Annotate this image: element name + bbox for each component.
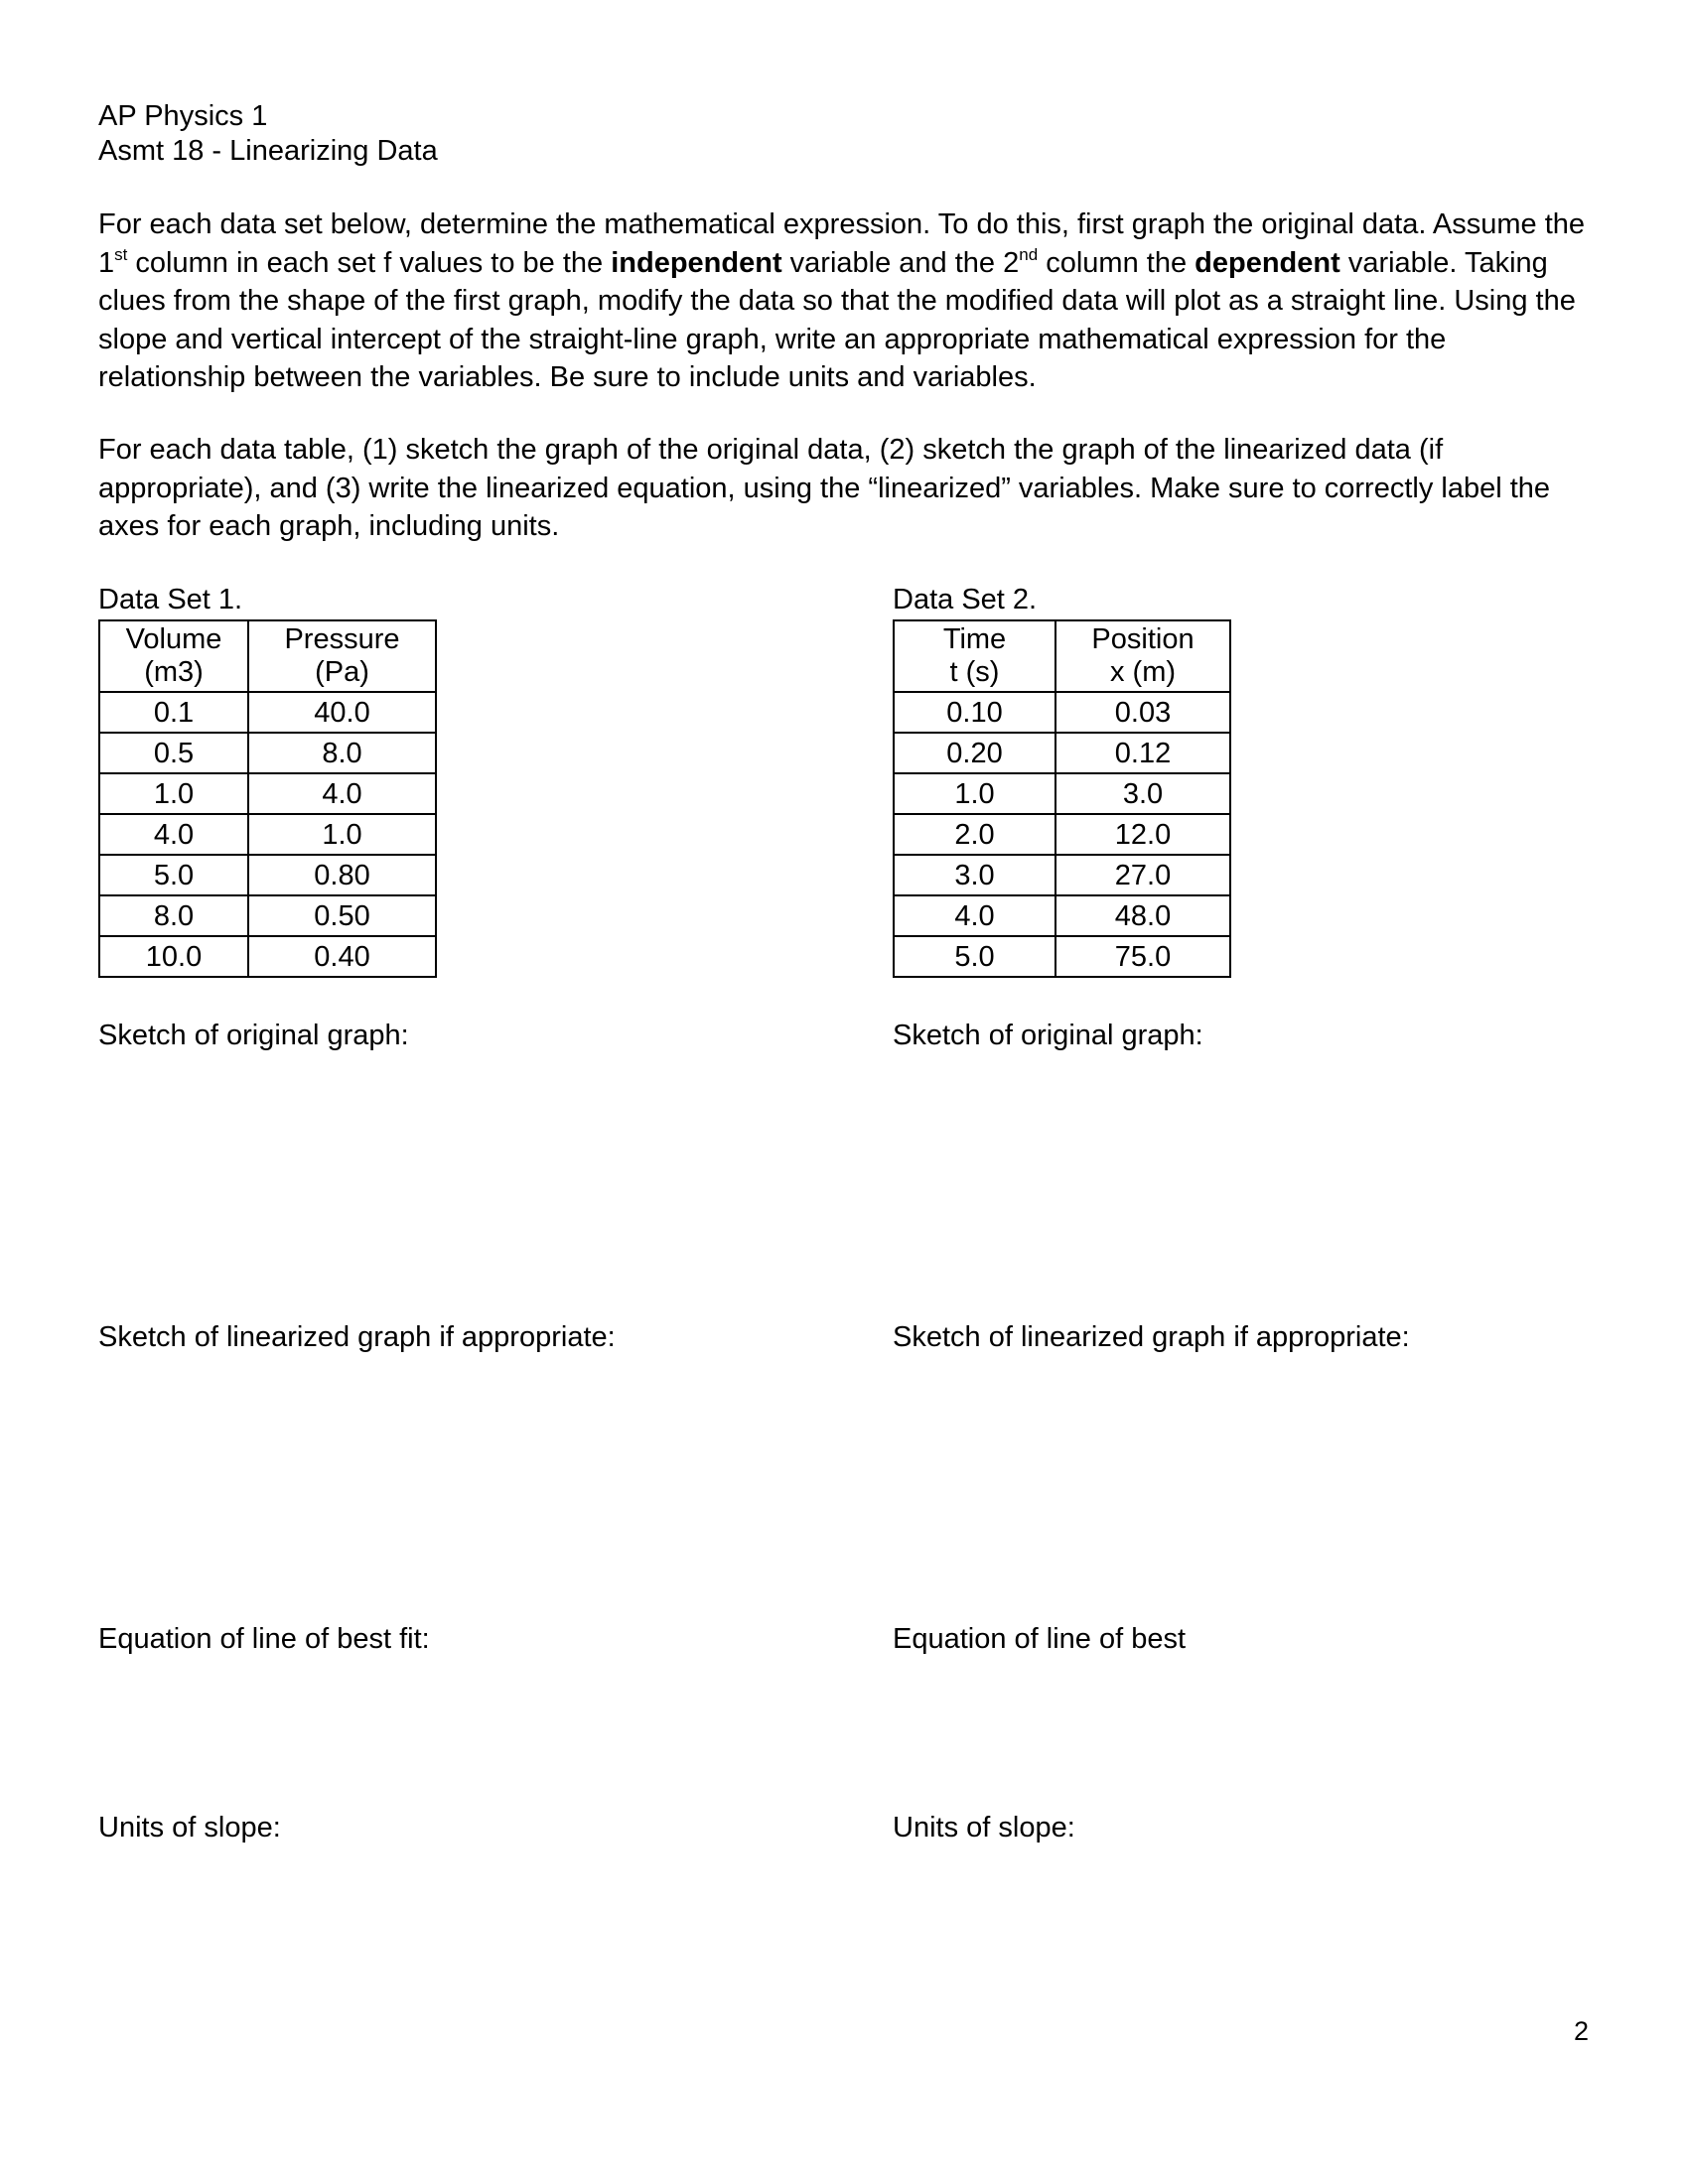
table-row xyxy=(99,814,436,855)
table-row xyxy=(99,855,436,895)
set-2-linearized-graph-label: Sketch of linearized graph if appropriate: xyxy=(893,1321,1410,1353)
set-1-linearized-graph-label: Sketch of linearized graph if appropriate: xyxy=(98,1321,616,1353)
cell-time: 2.0 xyxy=(894,814,1055,855)
table-row xyxy=(894,855,1230,895)
instructions-paragraph-2: For each data table, (1) sketch the graph of the original data, (2) sketch the graph of the linearized data (if appropriate), and (3) write the linearized equation, using the “linearized” variables. Make sure to correctly label the axes for each graph, including units. xyxy=(98,434,1551,542)
cell-pressure: 1.0 xyxy=(248,814,436,855)
table-row xyxy=(99,692,436,733)
cell-volume: 10.0 xyxy=(99,936,248,977)
set-1-units-label: Units of slope: xyxy=(98,1812,281,1843)
set-1-original-graph-label: Sketch of original graph: xyxy=(98,1020,409,1051)
cell-time: 1.0 xyxy=(894,773,1055,814)
cell-volume: 8.0 xyxy=(99,895,248,936)
cell-volume: 4.0 xyxy=(99,814,248,855)
instructions-text: column in each set f values to be the xyxy=(127,246,612,279)
table-row xyxy=(99,733,436,773)
column-header-volume: Volume (m3) xyxy=(99,620,248,692)
table-row xyxy=(99,936,436,977)
page-number: 2 xyxy=(1574,2016,1590,2046)
data-set-1-table xyxy=(98,619,437,978)
table-row xyxy=(99,773,436,814)
data-set-1-title: Data Set 1. xyxy=(98,584,243,615)
cell-time: 5.0 xyxy=(894,936,1055,977)
cell-time: 0.10 xyxy=(894,692,1055,733)
cell-time: 0.20 xyxy=(894,733,1055,773)
cell-position: 27.0 xyxy=(1055,855,1230,895)
instructions-text: column the xyxy=(1038,246,1196,279)
set-1-equation-label: Equation of line of best fit: xyxy=(98,1623,430,1655)
column-header-pressure: Pressure (Pa) xyxy=(248,620,436,692)
bold-independent: independent xyxy=(611,246,782,279)
page-header xyxy=(98,99,438,169)
instructions-text: variable. Taking clues from the shape of the first graph, modify the data so that the modified data will plot as a straight line. Using the slope and vertical intercept of the straight-line graph, write an appropriate mathematical expression for the relationship between the variables. Be sure to include units and variables. xyxy=(98,246,1576,393)
set-2-equation-label: Equation of line of best xyxy=(893,1623,1187,1655)
table-row xyxy=(894,895,1230,936)
cell-pressure: 4.0 xyxy=(248,773,436,814)
cell-volume: 0.5 xyxy=(99,733,248,773)
set-2-units-label: Units of slope: xyxy=(893,1812,1075,1843)
cell-position: 0.03 xyxy=(1055,692,1230,733)
cell-pressure: 0.50 xyxy=(248,895,436,936)
table-row xyxy=(894,814,1230,855)
assignment-title: Asmt 18 - Linearizing Data xyxy=(98,135,438,167)
course-title: AP Physics 1 xyxy=(98,100,268,132)
cell-pressure: 0.40 xyxy=(248,936,436,977)
data-set-2-title: Data Set 2. xyxy=(893,584,1038,615)
cell-pressure: 40.0 xyxy=(248,692,436,733)
cell-volume: 1.0 xyxy=(99,773,248,814)
table-row xyxy=(894,692,1230,733)
set-2-original-graph-label: Sketch of original graph: xyxy=(893,1020,1203,1051)
data-set-2-table xyxy=(893,619,1231,978)
column-header-time: Time t (s) xyxy=(894,620,1055,692)
bold-dependent: dependent xyxy=(1195,246,1340,279)
table-row xyxy=(99,895,436,936)
instructions-text: For each data set below, determine the mathematical expression. To do this, first graph the original data. Assume the 1 xyxy=(98,208,1586,279)
cell-time: 3.0 xyxy=(894,855,1055,895)
cell-position: 75.0 xyxy=(1055,936,1230,977)
table-header-row xyxy=(99,620,436,692)
table-row xyxy=(894,773,1230,814)
cell-volume: 5.0 xyxy=(99,855,248,895)
cell-position: 3.0 xyxy=(1055,773,1230,814)
table-row xyxy=(894,733,1230,773)
table-header-row xyxy=(894,620,1230,692)
cell-position: 12.0 xyxy=(1055,814,1230,855)
instructions-text: variable and the 2 xyxy=(781,246,1020,279)
column-header-position: Position x (m) xyxy=(1055,620,1230,692)
cell-position: 48.0 xyxy=(1055,895,1230,936)
cell-position: 0.12 xyxy=(1055,733,1230,773)
cell-volume: 0.1 xyxy=(99,692,248,733)
superscript-nd: nd xyxy=(1019,244,1039,264)
superscript-st: st xyxy=(114,244,128,264)
cell-pressure: 8.0 xyxy=(248,733,436,773)
cell-pressure: 0.80 xyxy=(248,855,436,895)
cell-time: 4.0 xyxy=(894,895,1055,936)
instructions-paragraph-1 xyxy=(98,205,1588,397)
table-row xyxy=(894,936,1230,977)
